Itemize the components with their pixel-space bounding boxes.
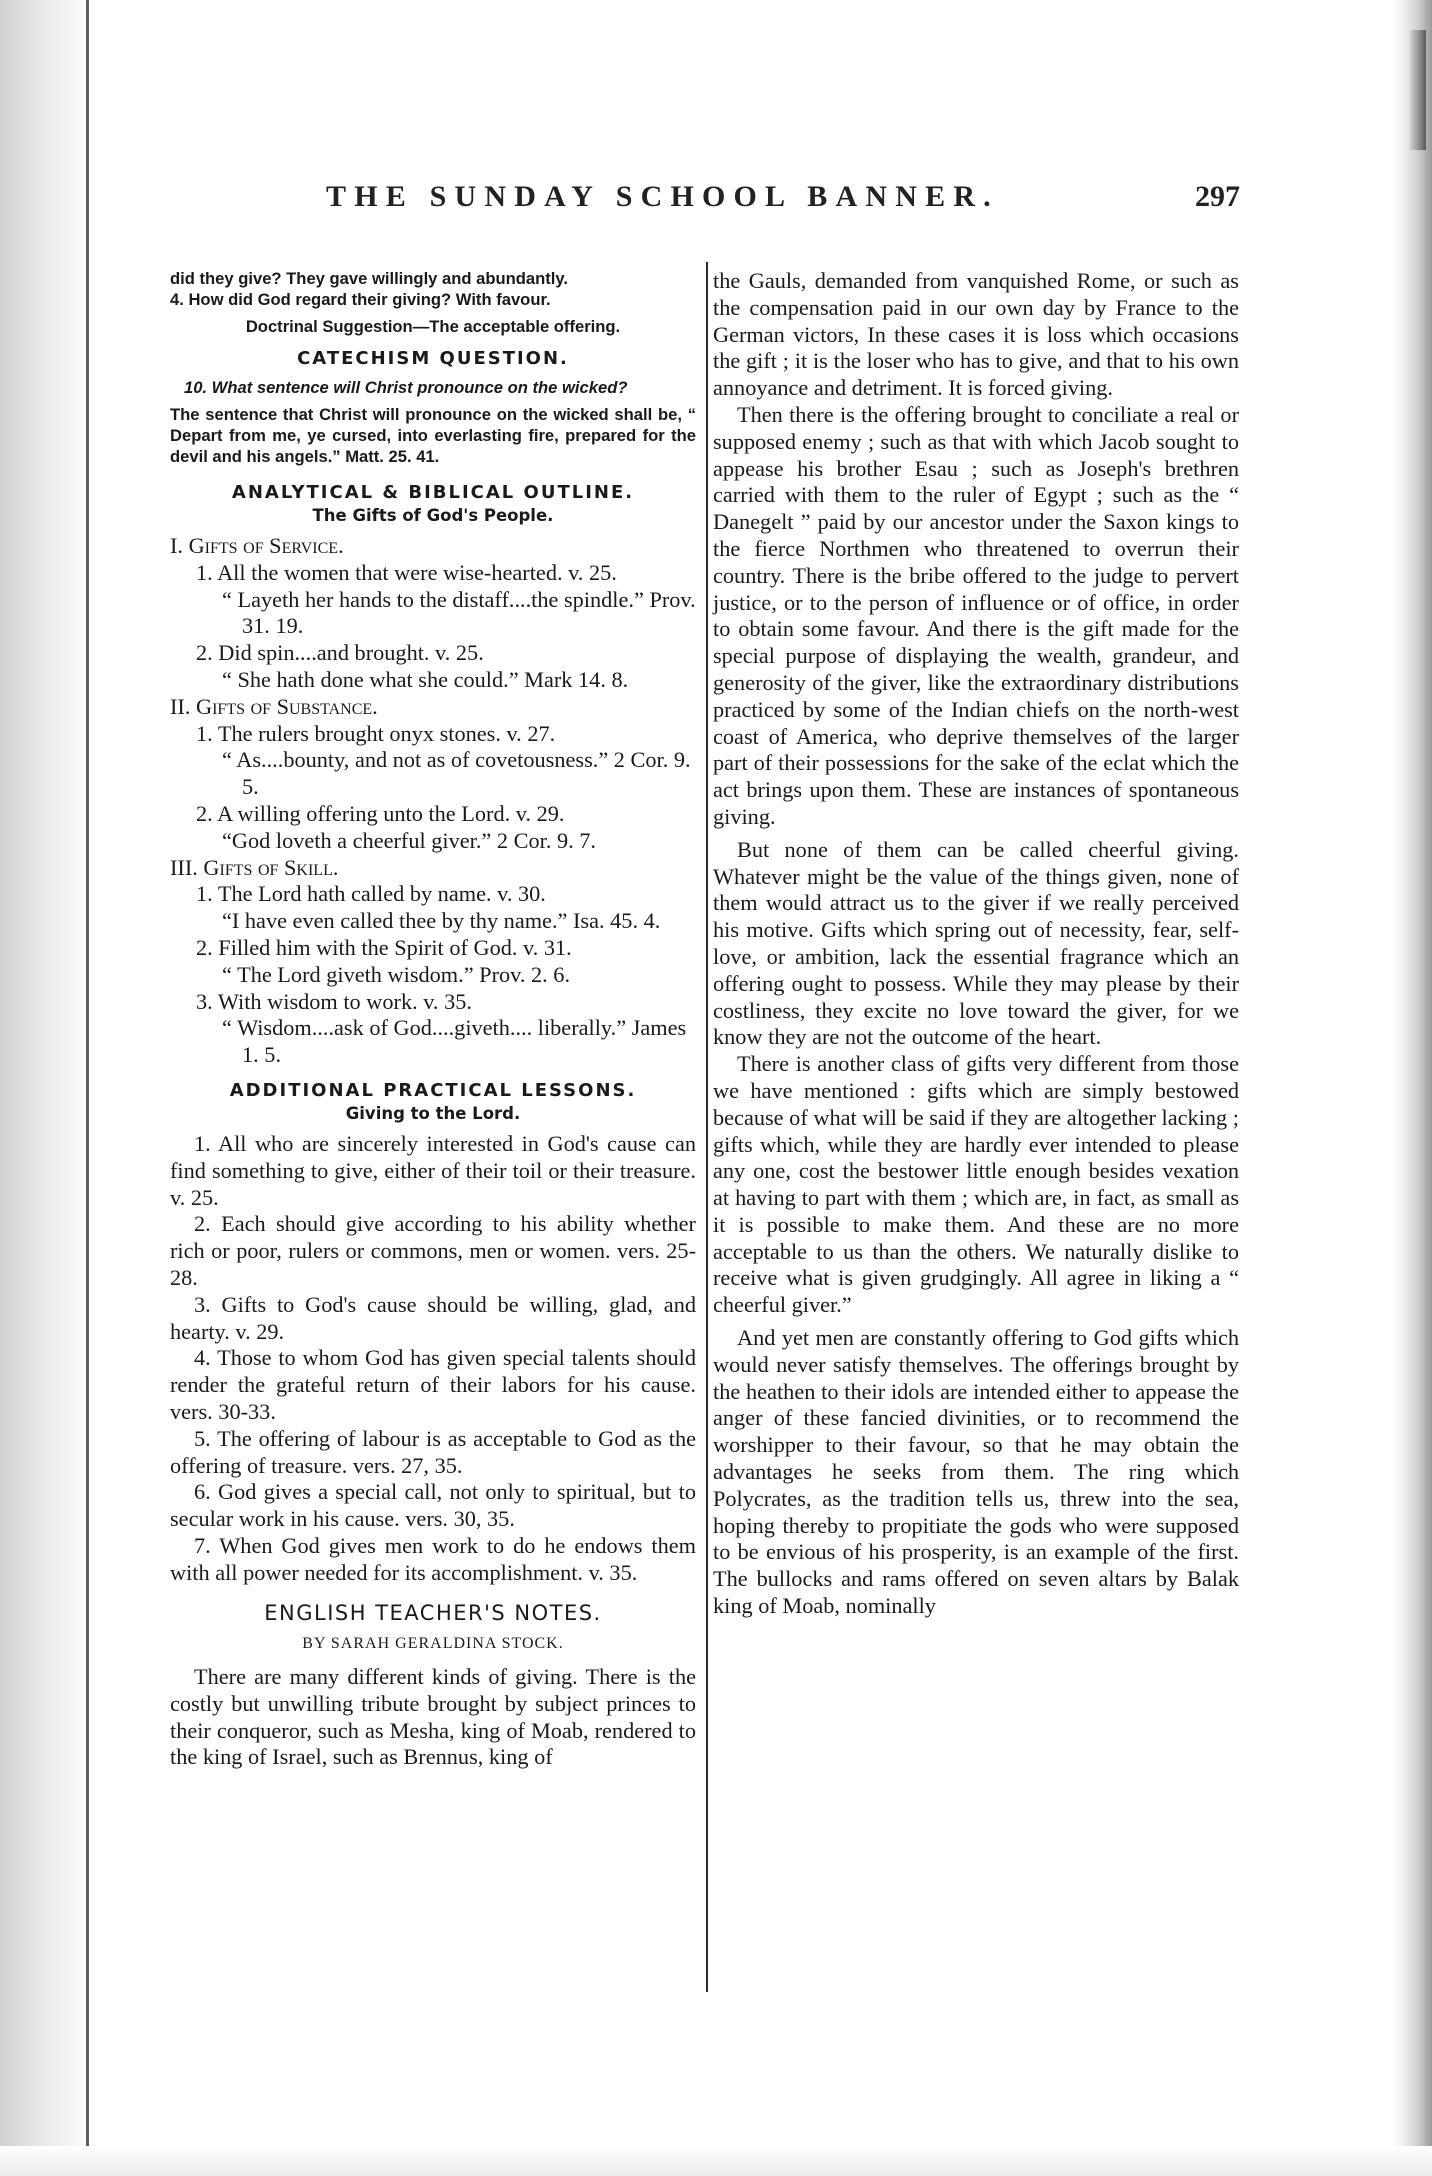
intro-line: did they give? They gave willingly and abundantly. — [170, 269, 569, 288]
catechism-question — [170, 377, 696, 398]
outline-item: 1. The rulers brought onyx stones. v. 27. — [196, 720, 556, 746]
lessons-subheading: Giving to the Lord. — [345, 1103, 521, 1123]
outline-item: 3. With wisdom to work. v. 35. — [196, 988, 472, 1014]
journal-title: THE SUNDAY SCHOOL BANNER. — [326, 180, 999, 213]
body-paragraph: the Gauls, demanded from vanquished Rome, or such as the compensation paid in our own day by France to the German victors, In these cases it is loss which occasions the gift ; it is the loser who has to give, and that to his own annoyance and detriment. It is forced giving. — [713, 268, 1239, 401]
body-paragraph: But none of them can be called cheerful giving. Whatever might be the value of the things given, none of them would attract us to the giver if we really perceived his motive. Gifts which spring out of necessity, fear, self-love, or ambition, lack the essential fragrance which an offering ought to possess. While they may please by their costliness, they excite no love toward the giver, for we know they are not the outcome of the heart. — [713, 836, 1239, 1050]
notes-title: ENGLISH TEACHER'S NOTES. — [264, 1601, 602, 1626]
outline-quote: “ The Lord giveth wisdom.” Prov. 2. 6. — [222, 961, 571, 987]
outline-quote: “I have even called thee by thy name.” Isa. 45. 4. — [222, 908, 661, 934]
intro-line: 4. How did God regard their giving? With favour. — [170, 290, 551, 309]
catechism-heading: CATECHISM QUESTION. — [297, 348, 569, 369]
body-paragraph: There is another class of gifts very different from those we have mentioned : gifts which are simply bestowed because of what will be said if they are altogether lacking ; gifts which, while they are hardly ever intended to please any one, cost the bestower little enough besides vexation at having to part with them ; which are, in fact, as small as it is possible to make them. And these are no more acceptable to us than the others. We naturally dislike to receive what is given grudgingly. All agree in liking a “ cheerful giver.” — [713, 1051, 1239, 1318]
outline-item: 1. All the women that were wise-hearted. v. 25. — [196, 559, 617, 585]
outline-quote: “ Wisdom....ask of God....giveth.... liberally.” James 1. 5. — [222, 1015, 687, 1068]
outline-item: 2. Did spin....and brought. v. 25. — [196, 640, 484, 666]
lesson-item: 1. All who are sincerely interested in God's cause can find something to give, either of their toil or their treasure. v. 25. — [170, 1130, 696, 1210]
lesson-item: 6. God gives a special call, not only to spiritual, but to secular work in his cause. vers. 30, 35. — [170, 1479, 696, 1532]
running-header — [326, 180, 1240, 226]
lesson-item: 7. When God gives men work to do he endows them with all power needed for its accomplishment. v. 35. — [170, 1532, 696, 1585]
outline-quote: “ She hath done what she could.” Mark 14. 8. — [222, 666, 629, 692]
page-edge-mark — [1410, 30, 1426, 150]
page-edge-shadow — [1392, 0, 1432, 2176]
outline-section-title: III. Gifts of Skill. — [170, 854, 339, 880]
left-column — [170, 268, 696, 1771]
lesson-item: 3. Gifts to God's cause should be willing, glad, and hearty. v. 29. — [170, 1291, 696, 1344]
outline-subheading: The Gifts of God's People. — [312, 506, 554, 525]
binding-edge-line — [86, 0, 89, 2176]
notes-byline: BY SARAH GERALDINA STOCK. — [302, 1635, 564, 1653]
doctrinal-suggestion: Doctrinal Suggestion—The acceptable offering. — [245, 317, 621, 336]
catechism-question-text: 10. What sentence will Christ pronounce on the wicked? — [184, 378, 628, 397]
catechism-answer: The sentence that Christ will pronounce on the wicked shall be, “ Depart from me, ye cursed, into everlasting fire, prepared for the devil and his angels.” Matt. 25. 41. — [170, 405, 696, 466]
outline-section-title: I. Gifts of Service. — [170, 533, 344, 558]
lesson-item: 4. Those to whom God has given special talents should render the grateful return of their labors for his cause. vers. 30-33. — [170, 1345, 696, 1424]
outline-quote: “ As....bounty, and not as of covetousness.” 2 Cor. 9. 5. — [222, 747, 691, 800]
right-column — [713, 268, 1239, 1620]
page-binding-shadow — [0, 0, 92, 2176]
outline-item: 1. The Lord hath called by name. v. 30. — [196, 881, 546, 907]
lesson-item: 2. Each should give according to his ability whether rich or poor, rulers or commons, men or women. vers. 25-28. — [170, 1211, 696, 1290]
outline-item: 2. Filled him with the Spirit of God. v. 31. — [196, 934, 572, 960]
outline-heading: ANALYTICAL & BIBLICAL OUTLINE. — [231, 482, 635, 503]
outline-quote: “God loveth a cheerful giver.” 2 Cor. 9. 7. — [222, 827, 596, 853]
body-paragraph: And yet men are constantly offering to God gifts which would never satisfy themselves. The offerings brought by the heathen to their idols are intended either to appease the anger of these fancied divinities, or to recommend the worshipper to their favour, so that he may obtain the advantages he seeks from them. The ring which Polycrates, as the tradition tells us, threw into the sea, hoping thereby to propitiate the gods who were supposed to be envious of his prosperity, is an example of the first. The bullocks and rams offered on seven altars by Balak king of Moab, nominally — [713, 1325, 1239, 1619]
notes-paragraph: There are many different kinds of giving. There is the costly but unwilling tribute brought by subject princes to their conqueror, such as Mesha, king of Moab, rendered to the king of Israel, such as Brennus, king of — [170, 1664, 696, 1770]
outline-quote: “ Layeth her hands to the distaff....the spindle.” Prov. 31. 19. — [222, 586, 696, 639]
bottom-edge-shadow — [0, 2146, 1432, 2176]
lessons-heading: ADDITIONAL PRACTICAL LESSONS. — [229, 1079, 637, 1101]
outline-item: 2. A willing offering unto the Lord. v. 29. — [196, 800, 565, 826]
outline-section-title: II. Gifts of Substance. — [170, 693, 378, 719]
page-number: 297 — [1195, 180, 1240, 213]
body-paragraph: Then there is the offering brought to conciliate a real or supposed enemy ; such as that with which Jacob sought to appease his brother Esau ; such as Joseph's brethren carried with them to the ruler of Egypt ; such as the “ Danegelt ” paid by our ancestor under the Saxon kings to the fierce Northmen who threatened to overrun their country. There is the bribe offered to the judge to pervert justice, or to the person of influence or of office, in order to obtain some favour. And there is the gift made for the special purpose of displaying the wealth, grandeur, and generosity of the giver, like the extraordinary distributions practiced by some of the Indian chiefs on the north-west coast of America, who deprive themselves of the larger part of their possessions for the sake of the eclat which the act brings upon them. These are instances of spontaneous giving. — [713, 401, 1239, 829]
lesson-item: 5. The offering of labour is as acceptable to God as the offering of treasure. vers. 27, 35. — [170, 1425, 696, 1478]
column-divider — [706, 262, 708, 1992]
